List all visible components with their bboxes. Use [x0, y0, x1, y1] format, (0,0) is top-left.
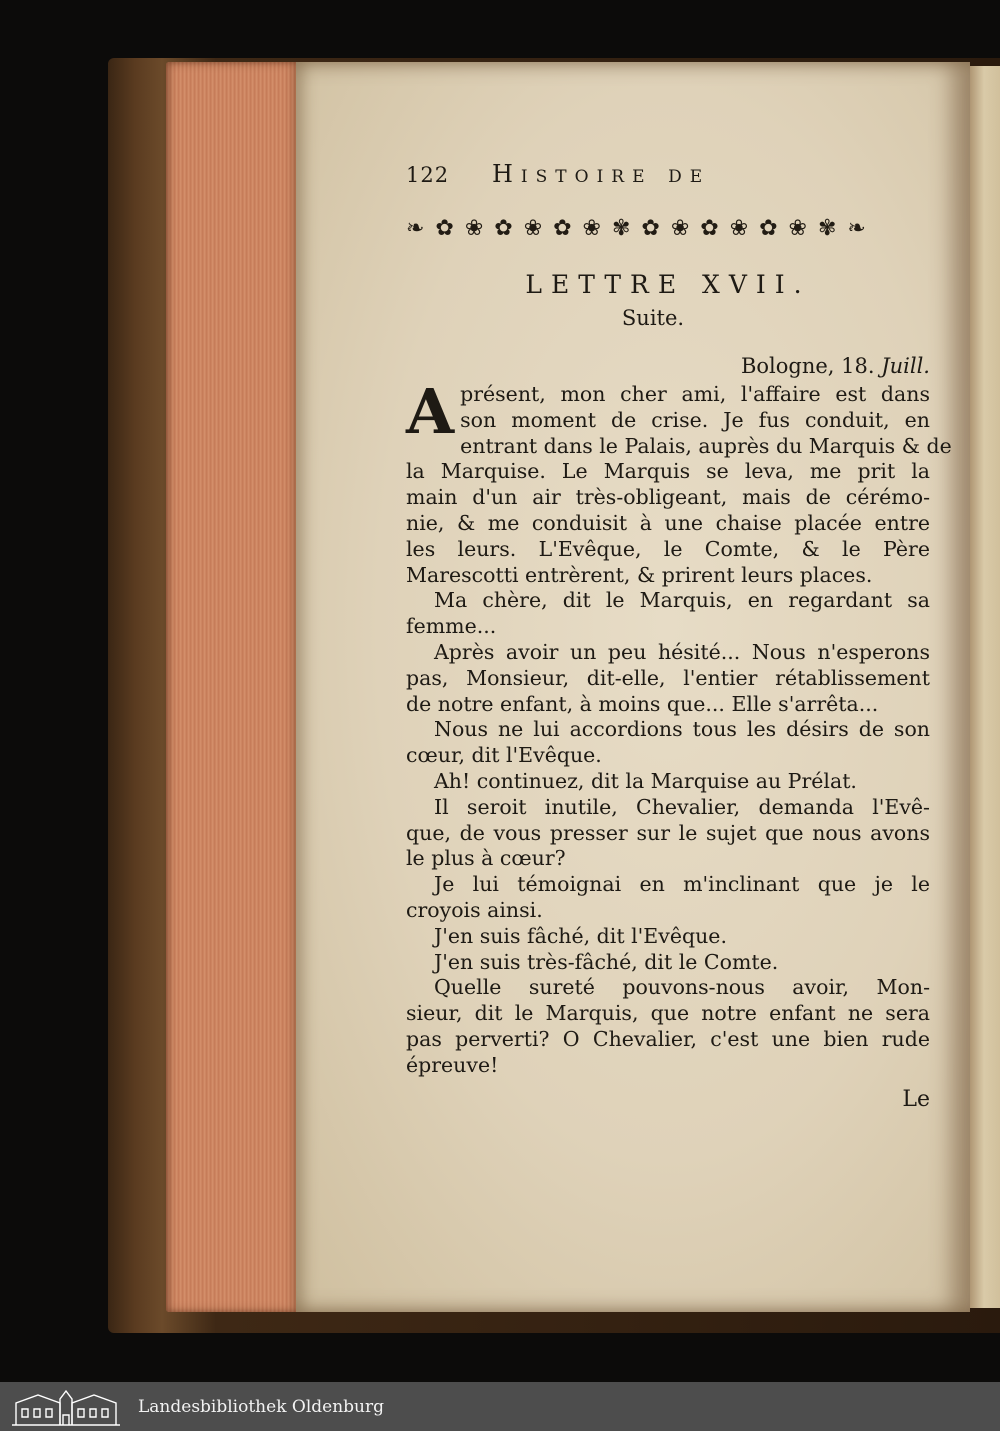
- text-line: main d'un air très-obligeant, mais de cérémo-: [406, 485, 930, 510]
- paragraph: [406, 872, 930, 924]
- text-line: Ah! continuez, dit la Marquise au Prélat.: [434, 768, 857, 793]
- drop-cap: A: [406, 375, 455, 448]
- page-number: 122: [406, 163, 450, 187]
- ornament-band: ❧ ✿ ❀ ✿ ❀ ✿ ❀ ✾ ✿ ❀ ✿ ❀ ✿ ❀ ✾ ❧: [406, 215, 868, 241]
- dateline-month: Juill.: [881, 354, 930, 378]
- text-line: la Marquise. Le Marquis se leva, me prit la: [406, 459, 930, 484]
- text-line: de notre enfant, à moins que... Elle s'arrêta...: [406, 691, 879, 716]
- text-line: femme...: [406, 614, 497, 639]
- text-line: nie, & me conduisit à une chaise placée entre: [406, 510, 930, 535]
- text-line: J'en suis très-fâché, dit le Comte.: [434, 949, 779, 974]
- dateline: [406, 354, 930, 382]
- text-line: Après avoir un peu hésité... Nous n'esperons: [434, 639, 930, 664]
- paragraph: [406, 950, 930, 976]
- footer-bar: [0, 1382, 1000, 1431]
- text-line: Je lui témoignai en m'inclinant que je le: [434, 872, 930, 897]
- paragraph: [406, 588, 930, 640]
- text-line: Quelle sureté pouvons-nous avoir, Mon-: [434, 975, 930, 1000]
- text-line: sieur, dit le Marquis, que notre enfant ne sera: [406, 1001, 930, 1026]
- text-line: J'en suis fâché, dit l'Evêque.: [434, 923, 727, 948]
- catchword: Le: [902, 1086, 930, 1112]
- library-building-icon: [8, 1387, 124, 1427]
- text-line: Il seroit inutile, Chevalier, demanda l'Evê-: [434, 794, 930, 819]
- text-line: les leurs. L'Evêque, le Comte, & le Père: [406, 536, 930, 561]
- page-edges: [166, 62, 300, 1312]
- first-paragraph: [406, 375, 952, 588]
- dialogue-paragraphs: [406, 588, 930, 1078]
- text-line: croyois ainsi.: [406, 897, 543, 922]
- paragraph: [406, 924, 930, 950]
- page-text: [406, 160, 952, 1115]
- text-line: Marescotti entrèrent, & prirent leurs places.: [406, 562, 873, 587]
- letter-subtitle: Suite.: [621, 306, 685, 330]
- text-line: Ma chère, dit le Marquis, en regardant sa: [434, 588, 930, 613]
- text-line: que, de vous presser sur le sujet que nous avons: [406, 820, 930, 845]
- text-line: présent, mon cher ami, l'affaire est dans: [460, 382, 930, 406]
- running-head: [406, 160, 930, 200]
- paragraph: [406, 717, 930, 769]
- library-name: Landesbibliothek Oldenburg: [138, 1396, 385, 1417]
- text-line: pas, Monsieur, dit-elle, l'entier rétablissement: [406, 665, 930, 690]
- running-title: Histoire de: [492, 160, 711, 188]
- text-line: Nous ne lui accordions tous les désirs de son: [434, 717, 930, 742]
- text-line: entrant dans le Palais, auprès du Marquis & de: [460, 433, 952, 458]
- text-line: son moment de crise. Je fus conduit, en: [460, 407, 930, 432]
- paragraph: [406, 640, 930, 717]
- paragraph: [406, 769, 930, 795]
- dateline-place: Bologne, 18.: [740, 354, 875, 378]
- text-line: le plus à cœur?: [406, 846, 566, 871]
- text-line: cœur, dit l'Evêque.: [406, 743, 602, 768]
- letter-title: LETTRE XVII.: [525, 270, 811, 299]
- paragraph: [406, 975, 930, 1078]
- paragraph: [406, 795, 930, 872]
- text-line: épreuve!: [406, 1052, 499, 1077]
- facing-page-edge: [968, 66, 1000, 1308]
- text-line: pas perverti? O Chevalier, c'est une bien rude: [406, 1026, 930, 1051]
